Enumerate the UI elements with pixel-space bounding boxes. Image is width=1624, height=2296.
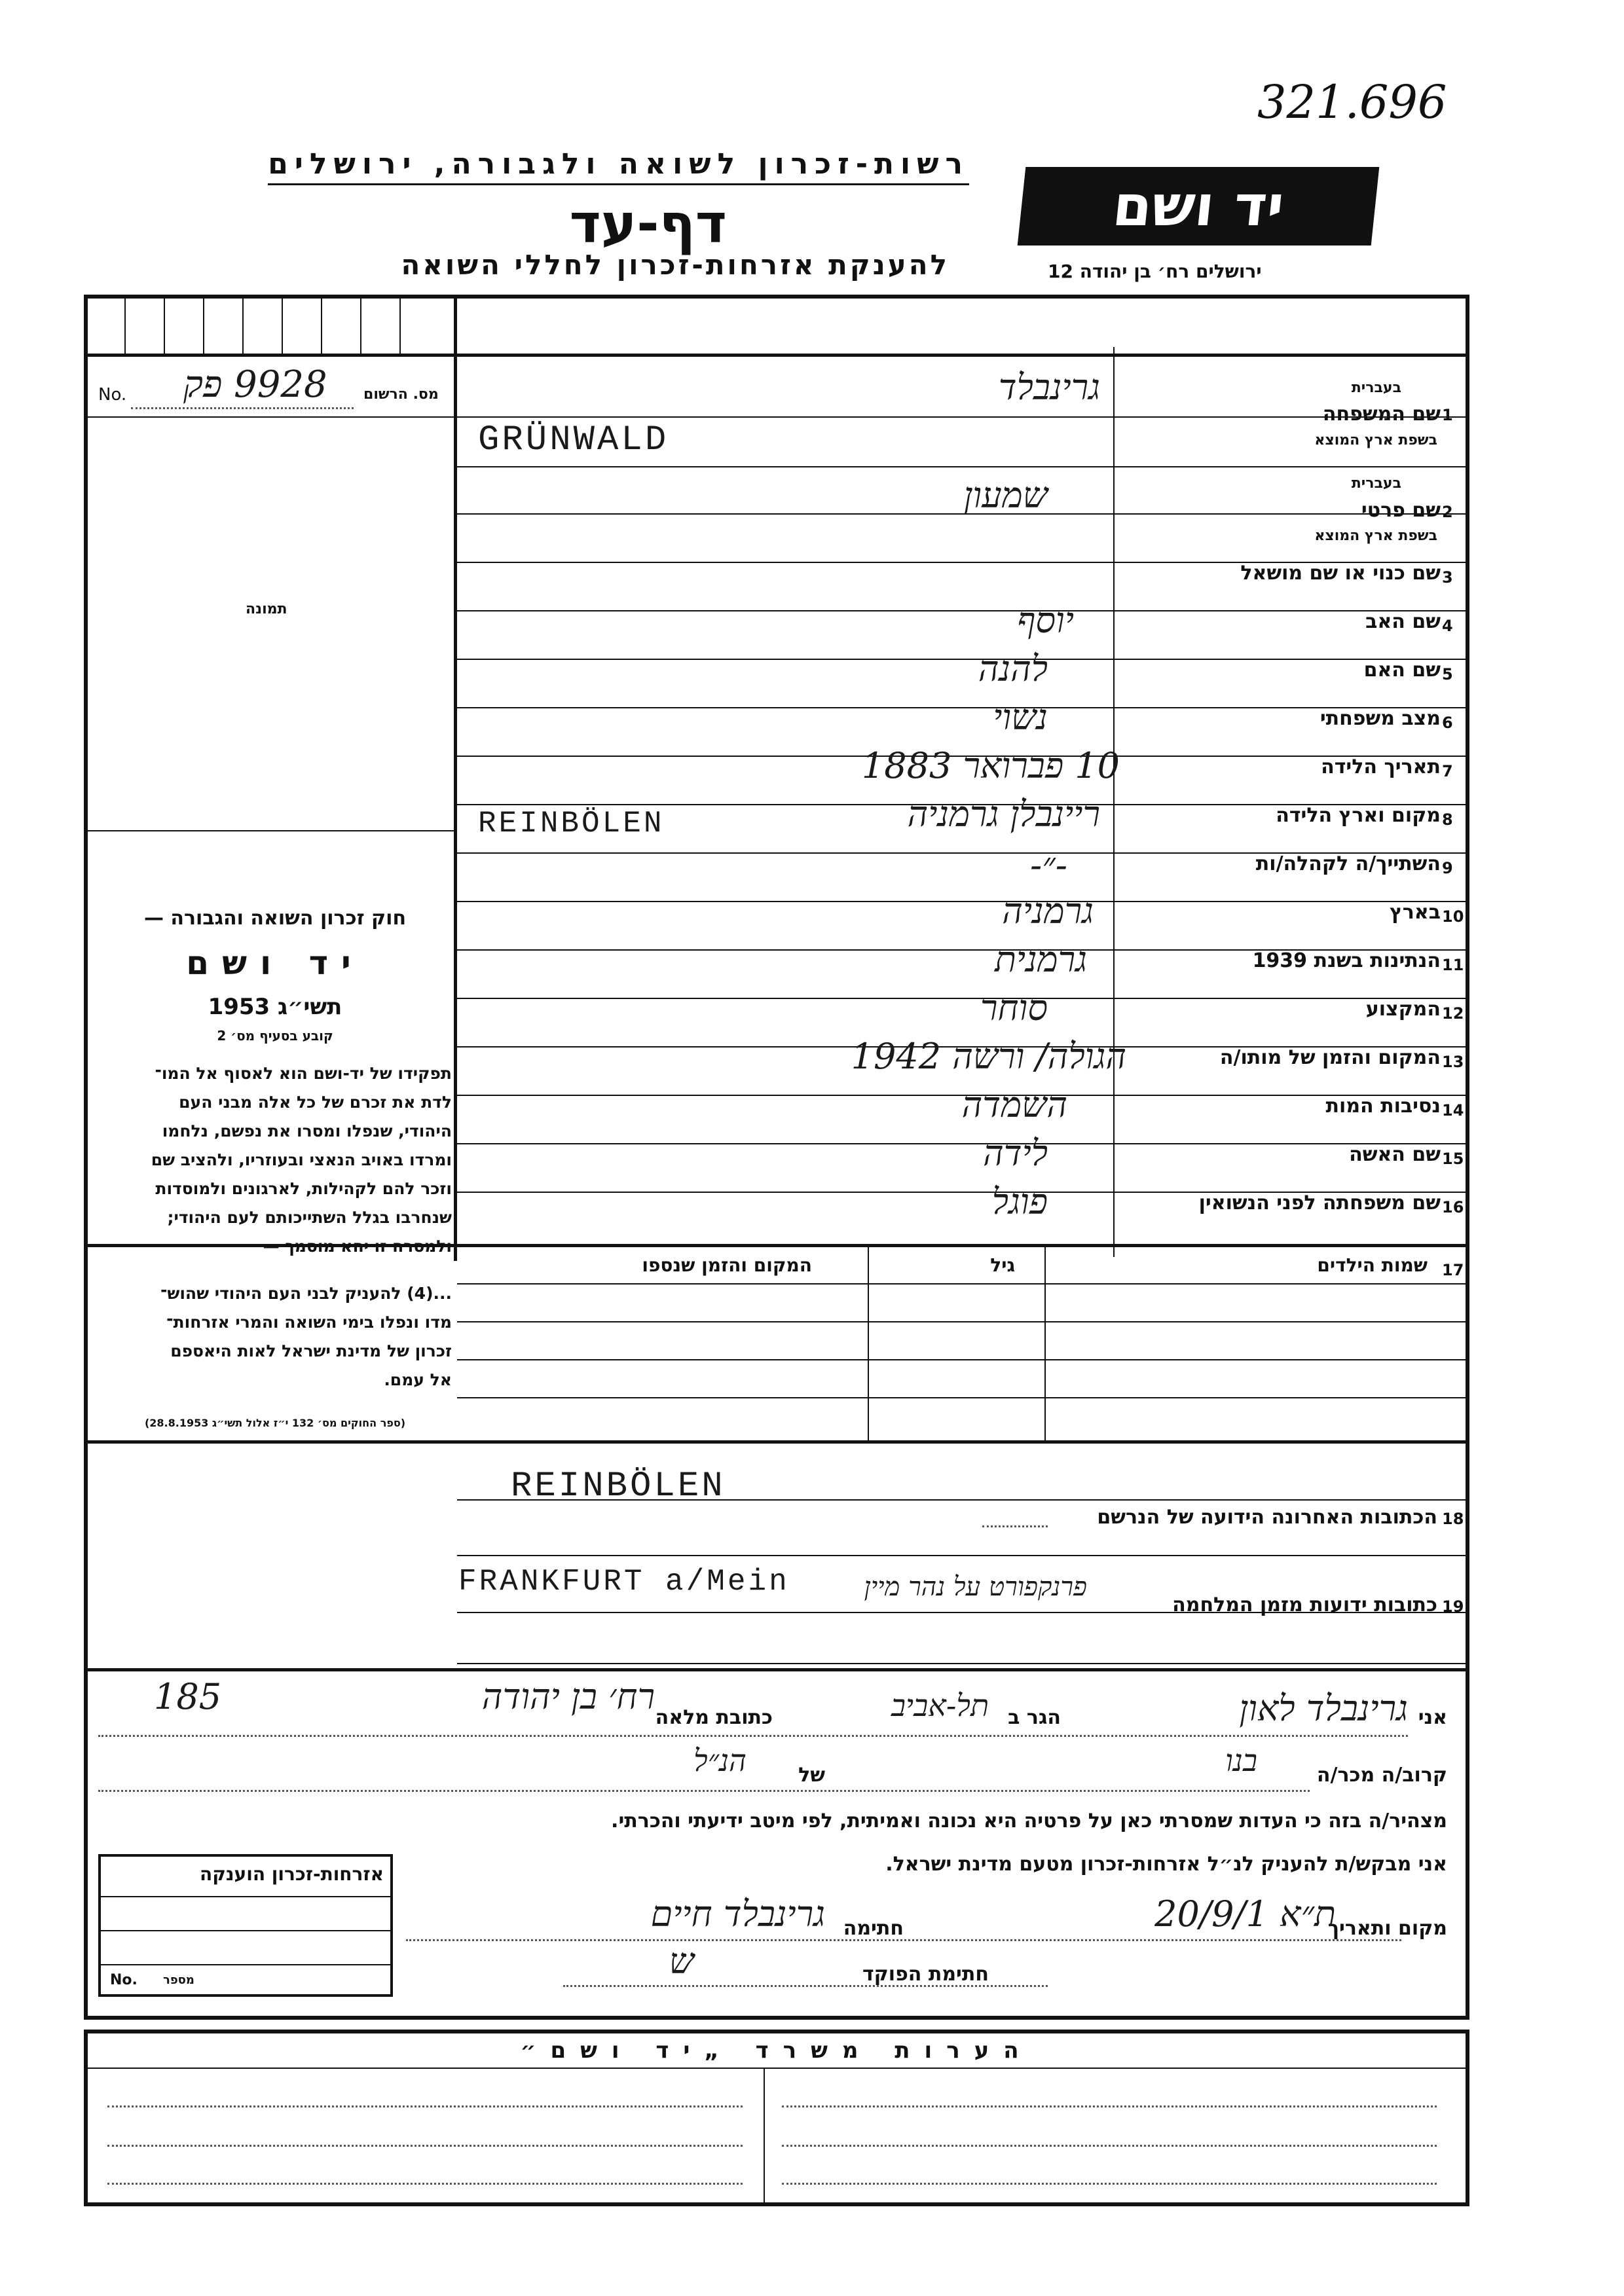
medal-number-prefix: No. bbox=[110, 1972, 138, 1988]
archive-number: 321.696 bbox=[1257, 75, 1447, 129]
field-label-community: השתייך/ה לקהלה/ות bbox=[1255, 852, 1441, 875]
sub-label-origin: בשפת ארץ המוצא bbox=[1314, 432, 1437, 448]
community: -״- bbox=[1029, 845, 1067, 886]
birth-place-origin: REINBÖLEN bbox=[478, 807, 665, 841]
law-title: חוק זכרון השואה והגבורה — bbox=[143, 907, 407, 930]
law-clause: קובע בסעיף מס׳ 2 bbox=[217, 1028, 333, 1044]
decl-street: רח׳ בן יהודה bbox=[481, 1676, 655, 1717]
decl-relative: קרוב/ה מכר/ה bbox=[1316, 1764, 1447, 1787]
field-label-birth-place: מקום וארץ הלידה bbox=[1276, 804, 1441, 827]
field-label-profession: המקצוע bbox=[1365, 998, 1441, 1021]
law-text-section-4: ...(4) להעניק לבני העם היהודי שהוש־ מדו ונפלו בימי השואה והמרי אזרחות־ זכרון של מדינת ישראל לאות היאספם אל עמם. bbox=[160, 1284, 452, 1389]
decl-of: של bbox=[798, 1764, 825, 1787]
last-address-value: REINBÖLEN bbox=[511, 1467, 726, 1506]
decl-inspector-label: חתימת הפוקד bbox=[862, 1963, 989, 1986]
children-col-age: גיל bbox=[990, 1254, 1015, 1276]
row-number: 11 bbox=[1442, 956, 1464, 974]
children-col-death: המקום והזמן שנספו bbox=[642, 1254, 812, 1276]
memorial-law-block bbox=[98, 907, 452, 1429]
form-title: דף-עד bbox=[569, 193, 727, 255]
field-label-mother: שם האם bbox=[1363, 659, 1441, 682]
left-column-divider bbox=[454, 299, 457, 1261]
law-footnote: (ספר החוקים מס׳ 132 י״ז אלול תשי״ג 28.8.1953) bbox=[144, 1417, 406, 1429]
decl-statement: מצהיר/ה בזה כי העדות שמסרתי כאן על פרטיה היא נכונה ואמיתית, לפי מיטב ידיעתי והכרתי. bbox=[611, 1810, 1447, 1832]
row-number: 5 bbox=[1442, 665, 1453, 683]
sub-label-origin: בשפת ארץ המוצא bbox=[1314, 528, 1437, 544]
registration-number: 9928 פק bbox=[183, 363, 327, 406]
last-address-label: הכתובות האחרונה הידועה של הנרשם bbox=[1097, 1506, 1437, 1529]
citizenship-1939: גרמנית bbox=[994, 939, 1087, 980]
field-label-citizenship-1939: הנתינות בשנת 1939 bbox=[1252, 949, 1441, 972]
field-label-death-place-time: המקום והזמן של מותו/ה bbox=[1219, 1046, 1441, 1069]
photo-placeholder-label: תמונה bbox=[246, 601, 287, 617]
decl-house-number: 185 bbox=[154, 1676, 222, 1717]
decl-signature-label: חתימה bbox=[843, 1917, 904, 1940]
declarant-name: גרינבלד לאון bbox=[1239, 1688, 1408, 1729]
frame-header-rule bbox=[84, 354, 1469, 357]
sub-label-hebrew: בעברית bbox=[1351, 380, 1401, 396]
country: גרמניה bbox=[1002, 890, 1094, 932]
law-name: יד ושם bbox=[186, 944, 364, 982]
registration-prefix: No. bbox=[98, 385, 127, 405]
decl-signature-value: גרינבלד חיים bbox=[650, 1893, 825, 1935]
decl-city: תל-אביב bbox=[891, 1688, 989, 1723]
row-number: 16 bbox=[1442, 1198, 1464, 1216]
decl-inspector-value: ש bbox=[669, 1941, 694, 1982]
decl-ani: אני bbox=[1418, 1706, 1447, 1729]
field-label-marital: מצב משפחתי bbox=[1320, 707, 1441, 730]
war-addresses-label: כתובות ידועות מזמן המלחמה bbox=[1172, 1594, 1437, 1616]
row-number: 7 bbox=[1442, 762, 1453, 780]
decl-resides: הגר ב bbox=[1008, 1706, 1061, 1729]
organization-name: רשות-זכרון לשואה ולגבורה, ירושלים bbox=[268, 147, 969, 185]
war-address-hebrew: פרנקפורט על נהר מיין bbox=[864, 1572, 1087, 1602]
row-number: 17 bbox=[1442, 1261, 1464, 1279]
field-label-alias: שם כנוי או שם מושאל bbox=[1240, 562, 1441, 585]
row-number: 6 bbox=[1442, 714, 1453, 732]
war-address-latin: FRANKFURT a/Mein bbox=[458, 1565, 790, 1599]
registration-label: מס. הרשום bbox=[363, 386, 439, 403]
death-place-time: הגולה/ ורשה 1942 bbox=[851, 1036, 1126, 1077]
law-year: תשי״ג 1953 bbox=[208, 994, 342, 1020]
field-label-surname: שם המשפחה bbox=[1322, 403, 1441, 426]
row-number: 9 bbox=[1442, 859, 1453, 877]
row-number: 12 bbox=[1442, 1004, 1464, 1023]
row-number: 4 bbox=[1442, 617, 1453, 635]
children-col-names: שמות הילדים bbox=[1317, 1254, 1428, 1276]
field-label-wife-maiden-name: שם משפחתה לפני הנשואין bbox=[1198, 1192, 1441, 1214]
field-label-death-circumstances: נסיבות המות bbox=[1325, 1095, 1441, 1118]
medal-number-label: מספר bbox=[163, 1973, 194, 1987]
surname-hebrew: גרינבלד bbox=[998, 367, 1100, 408]
birth-date: 10 פברואר 1883 bbox=[861, 745, 1120, 786]
wife-maiden-name: פוגל bbox=[991, 1181, 1048, 1222]
decl-relation: בנו bbox=[1225, 1743, 1257, 1778]
logo-address: ירושלים רח׳ בן יהודה 12 bbox=[1048, 261, 1262, 282]
field-label-wife-name: שם האשה bbox=[1349, 1143, 1441, 1166]
wife-name: לידה bbox=[983, 1133, 1048, 1174]
row-number: 3 bbox=[1442, 568, 1453, 587]
label-column-divider bbox=[1113, 347, 1115, 1257]
memorial-citizenship-box bbox=[98, 1854, 393, 1997]
surname-origin: GRÜNWALD bbox=[478, 420, 669, 460]
field-label-first-name: שם פרטי bbox=[1361, 499, 1441, 522]
row-number: 14 bbox=[1442, 1101, 1464, 1120]
row-number: 13 bbox=[1442, 1053, 1464, 1071]
marital-status: נשוי bbox=[993, 697, 1048, 738]
father-name: יוסף bbox=[1017, 600, 1074, 641]
decl-place-date-value: ת״א 20/9/1 bbox=[1154, 1893, 1336, 1935]
decl-place-date-label: מקום ותאריך bbox=[1327, 1917, 1447, 1940]
decl-request: אני מבקש/ת להעניק לנ״ל אזרחות-זכרון מטעם מדינת ישראל. bbox=[885, 1853, 1447, 1876]
birth-place-hebrew: ריינבלן גרמניה bbox=[907, 793, 1100, 835]
first-name: שמעון bbox=[963, 475, 1048, 516]
yad-vashem-logo: יד ושם bbox=[1018, 167, 1380, 246]
office-notes-title: הערות משרד „יד ושם״ bbox=[520, 2037, 1033, 2064]
form-subtitle: להענקת אזרחות-זכרון לחללי השואה bbox=[401, 249, 950, 281]
row-number: 2 bbox=[1442, 503, 1453, 521]
field-label-father: שם האב bbox=[1365, 610, 1441, 633]
row-number: 8 bbox=[1442, 811, 1453, 829]
field-label-birth-date: תאריך הלידה bbox=[1321, 756, 1441, 778]
row-number: 10 bbox=[1442, 907, 1464, 926]
row-number: 15 bbox=[1442, 1150, 1464, 1168]
memorial-citizenship-title: אזרחות-זכרון הוענקה bbox=[200, 1863, 384, 1885]
row-number: 18 bbox=[1442, 1510, 1464, 1528]
row-number: 1 bbox=[1442, 406, 1453, 424]
sub-label-hebrew: בעברית bbox=[1351, 475, 1401, 492]
law-text: תפקידו של יד-ושם הוא לאסוף אל המו־ לדת את זכרם של כל אלה מבני העם היהודי, שנפלו ומסרו את נפשם, נלחמו ומרדו באויב הנאצי ובעוזריו, ולהציב שם וזכר להם לקהילות, לארגונים ולמוסדות שנחרבו בגלל השתייכותם לעם היהודי; ולמסרה זו יהא מוסמך — bbox=[151, 1064, 452, 1256]
row-number: 19 bbox=[1442, 1597, 1464, 1616]
field-label-country: בארץ bbox=[1389, 901, 1441, 924]
decl-of-name: הנ״ל bbox=[693, 1743, 747, 1778]
decl-full-address: כתובת מלאה bbox=[655, 1706, 773, 1729]
profession: סוחר bbox=[980, 987, 1048, 1029]
office-notes-box bbox=[84, 2030, 1469, 2206]
death-circumstances: השמדה bbox=[961, 1084, 1067, 1125]
mother-name: להנה bbox=[978, 648, 1048, 689]
